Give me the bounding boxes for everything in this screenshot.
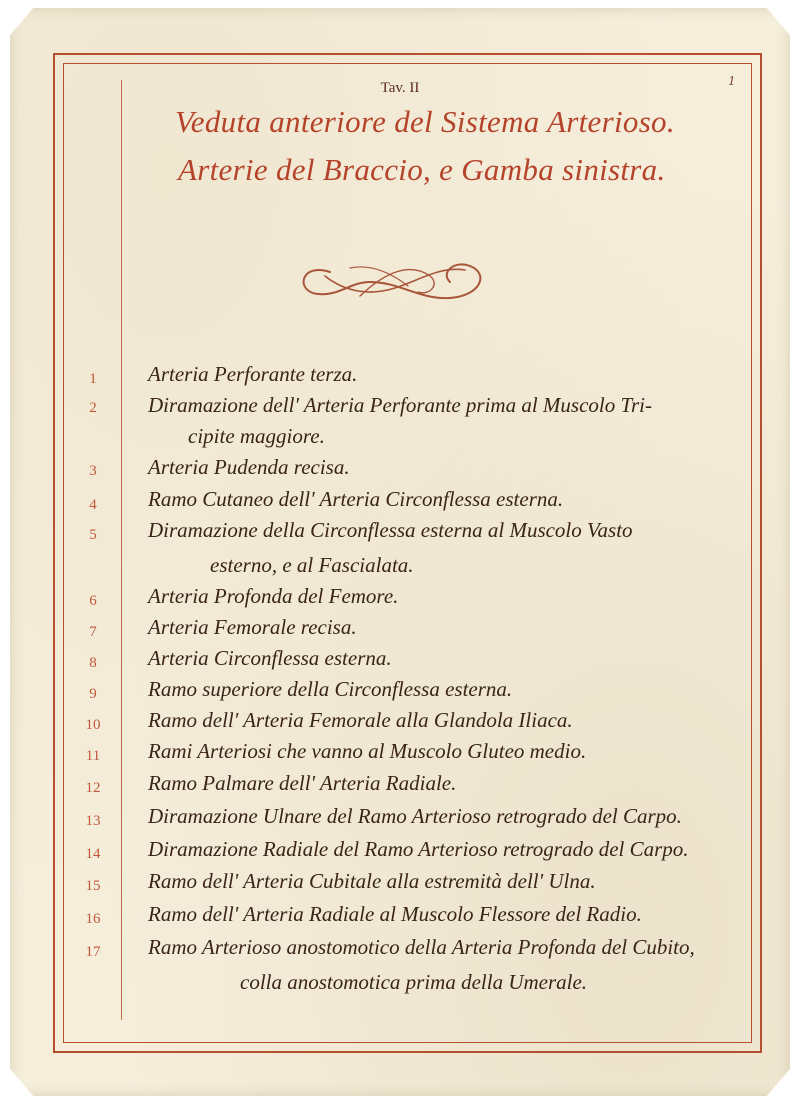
page-corner-number: 1	[728, 74, 736, 88]
item-text: Arteria Femorale recisa.	[148, 615, 357, 639]
item-number: 6	[89, 593, 97, 609]
item-text: Arteria Perforante terza.	[148, 362, 358, 386]
item-text: Ramo superiore della Circonflessa esterna.	[148, 677, 513, 701]
item-text: Ramo Cutaneo dell' Arteria Circonflessa esterna.	[148, 487, 564, 511]
item-number: 7	[89, 624, 97, 640]
item-text: Ramo dell' Arteria Radiale al Muscolo Flessore del Radio.	[148, 902, 642, 926]
item-number: 8	[89, 655, 97, 671]
item-number: 1	[89, 371, 97, 387]
item-number: 2	[89, 400, 97, 416]
item-text: Ramo dell' Arteria Femorale alla Glandola Iliaca.	[148, 708, 573, 732]
item-text: Rami Arteriosi che vanno al Muscolo Gluteo medio.	[148, 739, 587, 763]
item-text-continuation: colla anostomotica prima della Umerale.	[240, 970, 588, 994]
number-margin-rule	[121, 80, 122, 1020]
item-text-continuation: esterno, e al Fascialata.	[210, 553, 414, 577]
item-number: 14	[85, 846, 101, 862]
calligraphic-flourish-ornament	[290, 252, 500, 314]
item-text: Diramazione della Circonflessa esterna al Muscolo Vasto	[148, 518, 633, 542]
item-text: Ramo Palmare dell' Arteria Radiale.	[148, 771, 457, 795]
item-number: 17	[85, 944, 101, 960]
item-text-continuation: cipite maggiore.	[188, 424, 325, 448]
item-number: 12	[85, 780, 101, 796]
page-title-line-1: Veduta anteriore del Sistema Arterioso.	[175, 104, 675, 139]
item-number: 4	[89, 497, 97, 513]
item-text: Diramazione Ulnare del Ramo Arterioso retrogrado del Carpo.	[148, 804, 682, 828]
item-text: Diramazione dell' Arteria Perforante prima al Muscolo Tri-	[148, 393, 653, 417]
item-number: 13	[85, 813, 101, 829]
item-number: 11	[85, 748, 101, 764]
item-text: Diramazione Radiale del Ramo Arterioso retrogrado del Carpo.	[148, 837, 689, 861]
item-text: Arteria Circonflessa esterna.	[148, 646, 392, 670]
plate-label: Tav. II	[380, 80, 420, 96]
item-text: Ramo dell' Arteria Cubitale alla estremità dell' Ulna.	[148, 869, 596, 893]
page-title-line-2: Arterie del Braccio, e Gamba sinistra.	[178, 152, 666, 187]
item-number: 15	[85, 878, 101, 894]
item-text: Arteria Profonda del Femore.	[148, 584, 399, 608]
item-number: 5	[89, 527, 97, 543]
item-text: Arteria Pudenda recisa.	[148, 455, 350, 479]
item-number: 16	[85, 911, 101, 927]
item-number: 9	[89, 686, 97, 702]
item-number: 3	[89, 463, 97, 479]
item-text: Ramo Arterioso anostomotico della Arteria Profonda del Cubito,	[148, 935, 695, 959]
item-number: 10	[85, 717, 101, 733]
